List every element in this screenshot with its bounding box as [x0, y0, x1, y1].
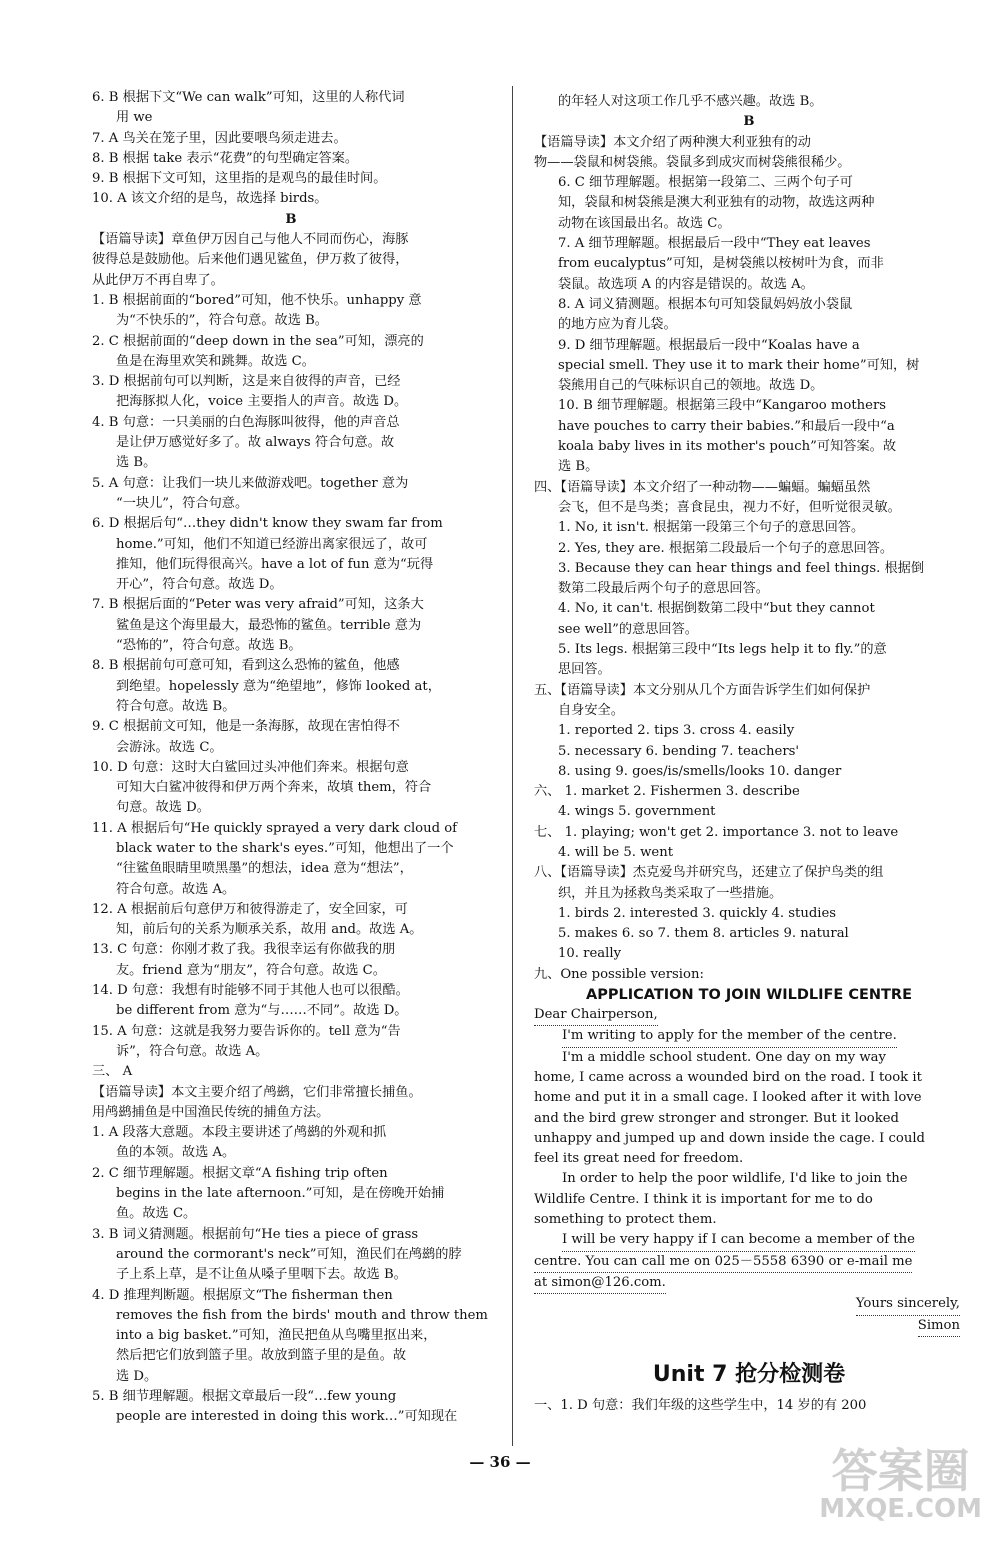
essay-first-line: I'm writing to apply for the member of the centre.: [562, 1026, 897, 1047]
essay-line: unhappy and jumped up and down inside the cage. I could: [534, 1130, 925, 1146]
answer-line: 1. B 根据前面的“bored”可知，他不快乐。unhappy 意: [92, 292, 422, 308]
answer-line: 2. C 根据前面的“deep down in the sea”可知，漂亮的: [92, 333, 424, 349]
answer-line: removes the fish from the birds' mouth and throw them: [116, 1307, 488, 1323]
answer-line: 八、【语篇导读】杰克爱鸟并研究鸟，还建立了保护鸟类的组: [534, 865, 884, 881]
answer-line: 动物在该国最出名。故选 C。: [558, 215, 731, 231]
answer-line: 鱼的本领。故选 A。: [116, 1145, 236, 1161]
answer-line: 8. using 9. goes/is/smells/looks 10. danger: [558, 763, 842, 779]
answer-line: begins in the late afternoon.”可知，是在傍晚开始捕: [116, 1186, 445, 1202]
answer-line: 可知大白鲨冲彼得和伊万两个奔来，故填 them，符合: [116, 780, 432, 796]
essay-closing: [534, 1230, 964, 1294]
answer-line: 4. will be 5. went: [558, 844, 674, 860]
answer-line: 鲨鱼是这个海里最大，最恐怖的鲨鱼。terrible 意为: [116, 617, 422, 633]
answer-line: 知，袋鼠和树袋熊是澳大利亚独有的动物，故选这两种: [558, 195, 875, 211]
answer-line: 4. wings 5. government: [558, 804, 716, 820]
answer-line: 3. B 词义猜测题。根据前句“He ties a piece of grass: [92, 1226, 419, 1242]
answer-line: from eucalyptus”可知，是树袋熊以桉树叶为食，而非: [558, 256, 884, 272]
answer-line: 会游泳。故选 C。: [116, 739, 223, 755]
answer-line: “一块儿”，符合句意。: [116, 495, 249, 511]
answer-line: 鱼。故选 C。: [116, 1206, 197, 1222]
answer-line: see well”的意思回答。: [558, 621, 698, 637]
answer-line: 五、【语篇导读】本文分别从几个方面告诉学生们如何保护: [534, 682, 871, 698]
answer-line: 会飞，但不是鸟类；喜食昆虫，视力不好，但听觉很灵敏。: [558, 499, 901, 515]
essay-closing-line: centre. You can call me on 025－5558 6390 or e-mail me: [534, 1252, 912, 1273]
answer-line: 诉”，符合句意。故选 A。: [116, 1043, 269, 1059]
answer-line: 2. Yes, they are. 根据第二段最后一个句子的意思回答。: [558, 540, 894, 556]
answer-line: 13. C 句意：你刚才救了我。我很幸运有你做我的朋: [92, 942, 396, 958]
answer-line: 10. D 句意：这时大白鲨回过头冲他们奔来。根据句意: [92, 759, 409, 775]
essay-closing-line: I will be very happy if I can become a member of the: [562, 1230, 915, 1251]
answer-line: 选 B。: [116, 455, 157, 471]
answer-line: 9. B 根据下文可知，这里指的是观鸟的最佳时间。: [92, 171, 387, 187]
answer-line: 袋鼠。故选项 A 的内容是错误的。故选 A。: [558, 276, 814, 292]
answer-line: 子上系上草，是不让鱼从嗓子里咽下去。故选 B。: [116, 1267, 407, 1283]
answer-line: 从此伊万不再自卑了。: [92, 272, 224, 288]
answer-line: 2. C 细节理解题。根据文章“A fishing trip often: [92, 1165, 388, 1181]
answer-line: 九、One possible version:: [534, 966, 704, 982]
answer-line: 1. birds 2. interested 3. quickly 4. studies: [558, 905, 837, 921]
answer-line: 6. C 细节理解题。根据第一段第二、三两个句子可: [558, 175, 853, 191]
essay-line: something to protect them.: [534, 1212, 717, 1228]
answer-line: 4. B 句意：一只美丽的白色海豚叫彼得，他的声音总: [92, 414, 400, 430]
answer-line: 友。friend 意为“朋友”，符合句意。故选 C。: [116, 962, 386, 978]
essay-signature: Simon: [534, 1316, 964, 1337]
answer-line: 8. A 词义猜测题。根据本句可知袋鼠妈妈放小袋鼠: [558, 296, 853, 312]
answer-line: 用 we: [116, 110, 153, 126]
last-line: 一、1. D 句意：我们年级的这些学生中，14 岁的有 200: [534, 1397, 867, 1413]
answer-line: 7. B 根据后面的“Peter was very afraid”可知，这条大: [92, 597, 424, 613]
answer-line: 到绝望。hopelessly 意为“绝望地”，修饰 looked at，: [116, 678, 441, 694]
answer-line: 选 D。: [116, 1368, 158, 1384]
answer-line: 为“不快乐的”，符合句意。故选 B。: [116, 313, 328, 329]
answer-line: 3. D 根据前句可以判断，这是来自彼得的声音，已经: [92, 374, 401, 390]
answer-line: 是让伊万感觉好多了。故 always 符合句意。故: [116, 435, 395, 451]
answer-line: 三、 A: [92, 1064, 133, 1080]
answer-line: 【语篇导读】本文介绍了两种澳大利亚独有的动: [534, 134, 811, 150]
answer-line: around the cormorant's neck”可知，渔民们在鸬鹚的脖: [116, 1246, 462, 1262]
answer-line: 5. A 句意：让我们一块儿来做游戏吧。together 意为: [92, 475, 409, 491]
answer-line: 选 B。: [558, 459, 599, 475]
essay-line: home and put it in a small cage. I looked after it with love: [534, 1090, 922, 1106]
answer-line: 织，并且为拯救鸟类采取了一些措施。: [558, 885, 783, 901]
answer-line: 的年轻人对这项工作几乎不感兴趣。故选 B。: [558, 94, 823, 109]
answer-line: 四、【语篇导读】本文介绍了一种动物——蝙蝠。蝙蝠虽然: [534, 479, 871, 495]
answer-line: 15. A 句意：这就是我努力要告诉你的。tell 意为“告: [92, 1023, 401, 1039]
answer-line: 鱼是在海里欢笑和跳舞。故选 C。: [116, 353, 315, 369]
answer-line: 5. Its legs. 根据第三段中“Its legs help it to fly.”的意: [558, 642, 887, 658]
essay-body: [534, 1048, 964, 1231]
answer-line: 袋熊用自己的气味标识自己的领地。故选 D。: [558, 378, 824, 394]
answer-line: 开心”，符合句意。故选 D。: [116, 577, 283, 593]
essay-title: APPLICATION TO JOIN WILDLIFE CENTRE: [585, 987, 912, 1004]
right-column: [534, 92, 964, 1416]
essay-closing-line: at simon@126.com.: [534, 1273, 666, 1294]
answer-line: into a big basket.”可知，渔民把鱼从鸟嘴里抠出来，: [116, 1328, 437, 1344]
answer-line: 9. C 根据前文可知，他是一条海豚，故现在害怕得不: [92, 719, 400, 735]
answer-line: 12. A 根据前后句意伊万和彼得游走了，安全回家，可: [92, 901, 408, 917]
answer-line: 5. makes 6. so 7. them 8. articles 9. natural: [558, 926, 849, 942]
answer-line: 5. B 细节理解题。根据文章最后一段“…few young: [92, 1389, 397, 1404]
essay-line: I'm a middle school student. One day on my way: [562, 1049, 886, 1065]
right-answers: [534, 92, 964, 985]
answer-line: 6. D 根据后句“…they didn't know they swam far from: [92, 516, 443, 532]
answer-line: 4. D 推理判断题。根据原文“The fisherman then: [92, 1287, 393, 1303]
answer-line: 推知，他们玩得很高兴。have a lot of fun 意为“玩得: [116, 556, 434, 572]
answer-line: 的地方应为育儿袋。: [558, 317, 677, 333]
answer-line: black water to the shark's eyes.”可知，他想出了一个: [116, 840, 454, 856]
answer-line: 句意。故选 D。: [116, 800, 210, 816]
answer-line: 10. really: [558, 946, 622, 962]
answer-line: 符合句意。故选 B。: [116, 698, 236, 714]
answer-line: 1. reported 2. tips 3. cross 4. easily: [558, 723, 795, 739]
answer-line: 3. Because they can hear things and feel things. 根据倒: [558, 560, 925, 576]
answer-line: 六、 1. market 2. Fishermen 3. describe: [534, 784, 800, 800]
answer-line: B: [743, 114, 755, 130]
answer-line: have pouches to carry their babies.”和最后一段中“a: [558, 418, 895, 434]
answer-line: 【语篇导读】本文主要介绍了鸬鹚，它们非常擅长捕鱼。: [92, 1084, 422, 1100]
answer-line: 6. B 根据下文“We can walk”可知，这里的人称代词: [92, 90, 405, 105]
answer-line: be different from 意为“与……不同”。故选 D。: [116, 1003, 408, 1019]
watermark: [819, 1444, 982, 1524]
watermark-logo: 答案圈: [831, 1444, 970, 1498]
answer-line: 思回答。: [558, 662, 611, 678]
answer-line: 5. necessary 6. bending 7. teachers': [558, 743, 800, 759]
answer-line: 14. D 句意：我想有时能够不同于其他人也可以很酷。: [92, 983, 409, 999]
essay-line: and the bird grew stronger and stronger. But it looked: [534, 1110, 899, 1126]
answer-line: 知，前后句的关系为顺承关系，故用 and。故选 A。: [116, 922, 423, 938]
left-column: [92, 88, 490, 1428]
answer-line: 9. D 细节理解题。根据最后一段中“Koalas have a: [558, 337, 860, 353]
answer-line: 7. A 鸟关在笼子里，因此要喂鸟须走进去。: [92, 130, 347, 146]
answer-line: 7. A 细节理解题。根据最后一段中“They eat leaves: [558, 236, 871, 252]
answer-line: 把海豚拟人化，voice 主要指人的声音。故选 D。: [116, 394, 408, 410]
answer-line: 物——袋鼠和树袋熊。袋鼠多到成灾而树袋熊很稀少。: [534, 154, 851, 170]
answer-line: 数第二段最后两个句子的意思回答。: [558, 581, 769, 597]
answer-line: 然后把它们放到篮子里。故放到篮子里的是鱼。故: [116, 1348, 407, 1364]
essay: [534, 987, 964, 1337]
column-divider: [512, 86, 513, 1446]
answer-line: 8. B 根据前句可意可知，看到这么恐怖的鲨鱼，他感: [92, 658, 400, 674]
answer-line: 4. No, it can't. 根据倒数第二段中“but they cannot: [558, 601, 875, 617]
answer-line: 11. A 根据后句“He quickly sprayed a very dark cloud of: [92, 820, 458, 836]
answer-line: 用鸬鹚捕鱼是中国渔民传统的捕鱼方法。: [92, 1104, 330, 1120]
answer-line: 符合句意。故选 A。: [116, 881, 236, 897]
answer-line: 彼得总是鼓励他。后来他们遇见鲨鱼，伊万救了彼得，: [92, 252, 409, 268]
essay-line: home, I came across a wounded bird on the road. I took it: [534, 1069, 922, 1085]
essay-line: feel its great need for freedom.: [534, 1151, 744, 1167]
watermark-url: MXQE.COM: [819, 1494, 982, 1524]
essay-line: In order to help the poor wildlife, I'd like to join the: [562, 1171, 908, 1187]
essay-greeting: Dear Chairperson,: [534, 1005, 658, 1026]
answer-line: B: [285, 211, 297, 227]
answer-line: people are interested in doing this work…”可知现在: [116, 1409, 458, 1425]
answer-line: 自身安全。: [558, 702, 624, 718]
answer-line: “恐怖的”，符合句意。故选 B。: [116, 638, 302, 654]
essay-sign-off: Yours sincerely,: [534, 1294, 964, 1315]
answer-line: 8. B 根据 take 表示“花费”的句型确定答案。: [92, 150, 359, 166]
answer-line: 10. B 细节理解题。根据第三段中“Kangaroo mothers: [558, 398, 887, 414]
answer-line: special smell. They use it to mark their home”可知，树: [558, 357, 920, 373]
answer-line: 1. A 段落大意题。本段主要讲述了鸬鹚的外观和抓: [92, 1125, 387, 1141]
page-number: — 36 —: [469, 1453, 531, 1471]
essay-line: Wildlife Centre. I think it is important for me to do: [534, 1191, 873, 1207]
answer-line: 1. No, it isn't. 根据第一段第三个句子的意思回答。: [558, 520, 865, 536]
answer-line: 【语篇导读】章鱼伊万因自己与他人不同而伤心，海豚: [92, 232, 409, 248]
answer-line: 七、 1. playing; won't get 2. importance 3. not to leave: [534, 824, 899, 840]
answer-line: 10. A 该文介绍的是鸟，故选择 birds。: [92, 191, 328, 207]
answer-line: home.”可知，他们不知道已经游出离家很远了，故可: [116, 536, 428, 552]
answer-line: koala baby lives in its mother's pouch”可知答案。故: [558, 439, 897, 455]
answer-line: “往鲨鱼眼睛里喷黑墨”的想法，idea 意为“想法”，: [116, 861, 413, 877]
unit-title: Unit 7 抢分检测卷: [652, 1361, 846, 1387]
